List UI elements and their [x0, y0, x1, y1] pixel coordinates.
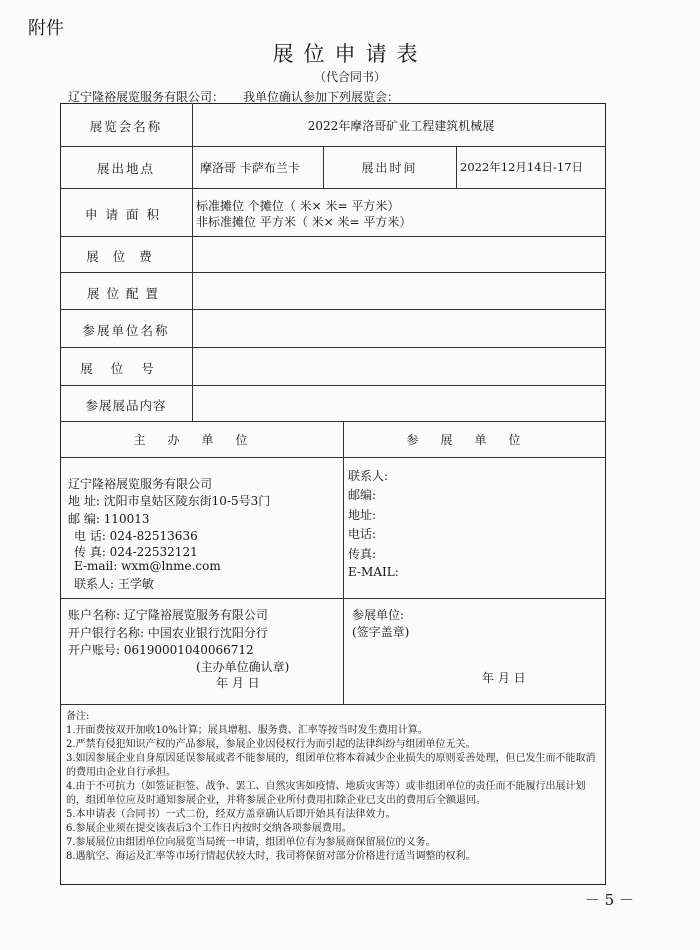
- time-label: 展出时间: [361, 161, 418, 175]
- exhibitor-email-field: E-MAIL:: [348, 565, 399, 579]
- exhibitor-fax-field: 传真:: [348, 547, 377, 561]
- time-value: 2022年12月14日-17日: [460, 160, 584, 174]
- area-nonstandard-line: 非标准摊位 平方米（ 米× 米= 平方米）: [196, 215, 412, 229]
- row-divider: [60, 272, 606, 273]
- location-label: 展出地点: [96, 161, 155, 176]
- form-title: 展位申请表: [272, 42, 428, 66]
- area-label: 申请面积: [84, 207, 167, 222]
- note-item: 6.参展企业须在提交该表后3个工作日内按时交纳各项参展费用。: [66, 823, 352, 834]
- note-item: 2.严禁有侵犯知识产权的产品参展，参展企业因侵权行为而引起的法律纠纷与组团单位无关。: [66, 739, 476, 750]
- column-divider: [456, 146, 457, 188]
- host-phone: 电 话: 024-82513636: [74, 529, 198, 543]
- area-standard-line: 标准摊位 个摊位（ 米× 米= 平方米）: [196, 199, 400, 213]
- booth-number-label: 展位号: [80, 361, 172, 376]
- note-item: 7.参展展位由组团单位向展览当局统一申请，组团单位有为参展商保留展位的义务。: [66, 837, 436, 848]
- host-name: 辽宁隆裕展览服务有限公司: [68, 477, 213, 491]
- exhibition-name-value: 2022年摩洛哥矿业工程建筑机械展: [307, 119, 495, 133]
- exhibitor-sign-date: 年 月 日: [482, 671, 526, 685]
- row-divider: [60, 347, 606, 348]
- row-divider: [60, 309, 606, 310]
- host-postcode: 邮 编: 110013: [68, 512, 150, 526]
- form-subtitle: （代合同书）: [313, 70, 386, 84]
- exhibitor-address-field: 地址:: [348, 508, 377, 522]
- confirm-line: 我单位确认参加下列展览会：: [243, 90, 400, 104]
- note-item: 5.本申请表（合同书）一式二份，经双方盖章确认后即开始具有法律效力。: [66, 809, 396, 820]
- exhibitor-postcode-field: 邮编:: [348, 488, 377, 502]
- account-name: 账户名称: 辽宁隆裕展览服务有限公司: [68, 608, 268, 622]
- exhibitor-phone-field: 电话:: [348, 527, 377, 541]
- column-divider: [192, 103, 193, 421]
- bank-name: 开户银行名称: 中国农业银行沈阳分行: [68, 626, 268, 640]
- exhibitor-contact-field: 联系人:: [348, 469, 389, 483]
- host-address: 地 址: 沈阳市皇姑区陵东街10-5号3门: [68, 494, 271, 508]
- exhibitor-seal-label: (签字盖章): [352, 625, 410, 639]
- location-value: 摩洛哥 卡萨布兰卡: [200, 161, 300, 175]
- exhibitor-unit-sign: 参展单位:: [352, 608, 405, 622]
- host-unit-header: 主办单位: [133, 433, 270, 447]
- row-divider: [60, 236, 606, 237]
- booth-fee-label: 展位费: [86, 249, 166, 264]
- host-seal-label: (主办单位确认章): [196, 660, 290, 674]
- note-item: 8.遇航空、海运及汇率等市场行情起伏较大时，我司将保留对部分价格进行适当调整的权利。: [66, 851, 476, 862]
- row-divider: [60, 598, 606, 599]
- row-divider: [60, 457, 606, 458]
- row-divider: [60, 421, 606, 422]
- host-email: E-mail: wxm@lnme.com: [74, 559, 221, 573]
- host-contact: 联系人: 王学敏: [74, 577, 154, 591]
- host-sign-date: 年 月 日: [216, 676, 260, 690]
- row-divider: [60, 385, 606, 386]
- note-item: 3.如因参展企业自身原因延误参展或者不能参展的，组团单位将本着减少企业损失的原则妥善处理，但已发生而不能取消的费用由企业自行承担。: [66, 753, 596, 778]
- annex-label: 附件: [28, 18, 64, 39]
- row-divider: [60, 188, 606, 189]
- row-divider: [60, 704, 606, 705]
- exhibitor-unit-header: 参展单位: [406, 433, 543, 447]
- account-number: 开户账号: 06190001040066712: [68, 643, 254, 657]
- organizer-line: 辽宁隆裕展览服务有限公司：: [68, 90, 225, 104]
- notes-title: 备注:: [66, 711, 90, 722]
- exhibit-content-label: 参展展品内容: [85, 398, 167, 413]
- column-divider: [343, 421, 344, 704]
- note-item: 1.开面费按双开加收10%计算；展具增租、服务费、汇率等按当时发生费用计算。: [66, 725, 428, 736]
- booth-config-label: 展位配置: [86, 286, 165, 301]
- page-number: － 5 －: [584, 891, 634, 909]
- host-fax: 传 真: 024-22532121: [74, 545, 198, 559]
- row-divider: [60, 146, 606, 147]
- note-item: 4.由于不可抗力（如签证拒签、战争、罢工、自然灾害如疫情、地质灾害等）或非组团单位的责任而不能履行出展计划的，组团单位应及时通知参展企业，并将参展企业所付费用扣除企业已支出的费用后全额退回。: [66, 781, 586, 806]
- exhibitor-name-label: 参展单位名称: [82, 323, 170, 338]
- exhibition-name-label: 展览会名称: [89, 119, 163, 134]
